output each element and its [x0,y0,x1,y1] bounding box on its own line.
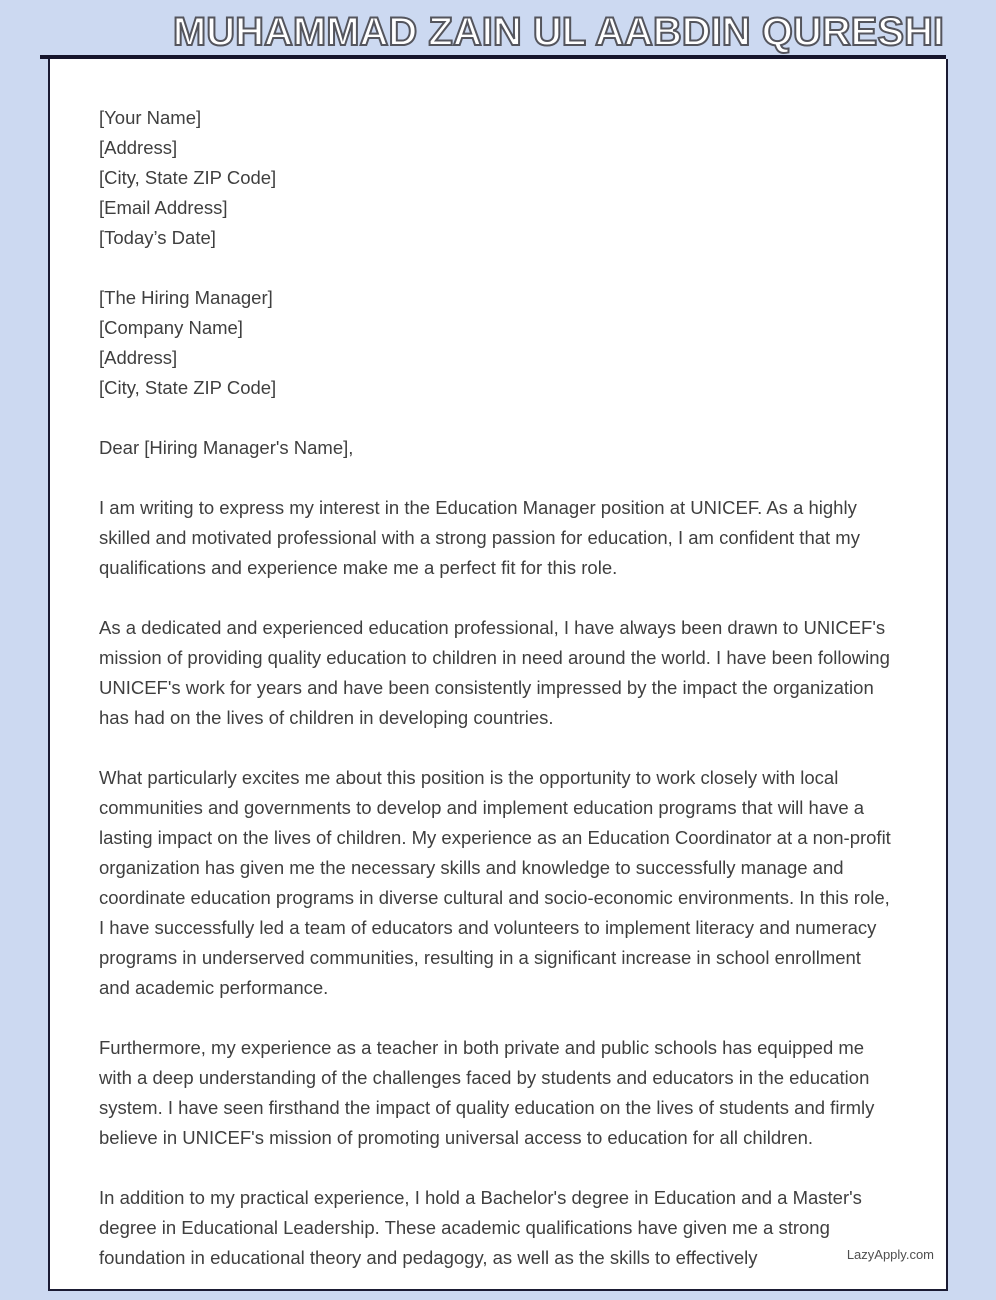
salutation: Dear [Hiring Manager's Name], [99,437,354,458]
letter-body [99,103,891,1273]
sender-line: [Today’s Date] [99,227,216,248]
watermark: LazyApply.com [846,1247,934,1262]
recipient-line: [City, State ZIP Code] [99,377,277,398]
sender-line: [Address] [99,137,178,158]
letter-paragraph: What particularly excites me about this position is the opportunity to work closely with local communities and governments to develop and implement education programs that will have a lasting impact on the lives of children. My experience as an Education Coordinator at a non-profit organization has given me the necessary skills and knowledge to successfully manage and coordinate education programs in diverse cultural and socio-economic environments. In this role, I have successfully led a team of educators and volunteers to implement literacy and numeracy programs in underserved communities, resulting in a significant increase in school enrollment and academic performance. [99,767,891,998]
header-title: MUHAMMAD ZAIN UL AABDIN QURESHI [172,10,944,54]
letter-paragraph: As a dedicated and experienced education professional, I have always been drawn to UNICEF's mission of providing quality education to children in need around the world. I have been following UNICEF's work for years and have been consistently impressed by the impact the organization has had on the lives of children in developing countries. [99,617,890,728]
recipient-line: [The Hiring Manager] [99,287,273,308]
sender-line: [City, State ZIP Code] [99,167,277,188]
sender-line: [Your Name] [99,107,202,128]
header [0,0,996,55]
sender-block [99,103,891,253]
letter-page [48,59,948,1291]
sender-line: [Email Address] [99,197,228,218]
letter-paragraph: I am writing to express my interest in the Education Manager position at UNICEF. As a highly skilled and motivated professional with a strong passion for education, I am confident that my qualifications and experience make me a perfect fit for this role. [99,497,860,578]
letter-paragraph: Furthermore, my experience as a teacher in both private and public schools has equipped me with a deep understanding of the challenges faced by students and educators in the education system. I have seen firsthand the impact of quality education on the lives of students and firmly believe in UNICEF's mission of promoting universal access to education for all children. [99,1037,875,1148]
recipient-line: [Company Name] [99,317,243,338]
recipient-line: [Address] [99,347,178,368]
letter-paragraph: In addition to my practical experience, I hold a Bachelor's degree in Education and a Master's degree in Educational Leadership. These academic qualifications have given me a strong foundation in educational theory and pedagogy, as well as the skills to effectively [99,1187,862,1268]
recipient-block [99,283,891,403]
